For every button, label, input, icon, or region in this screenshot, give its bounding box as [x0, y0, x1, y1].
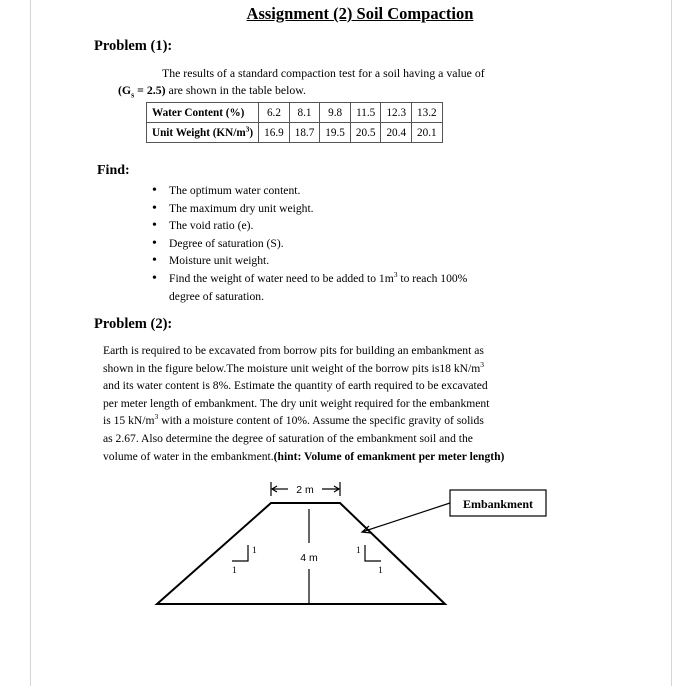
- problem2-line: and its water content is 8%. Estimate the quantity of earth required to be excavated: [103, 379, 488, 393]
- table-cell: 12.3: [381, 103, 412, 123]
- find-last-text-end: to reach 100%: [397, 271, 468, 285]
- table-cell: 18.7: [289, 123, 320, 143]
- top-width-label: 2 m: [296, 484, 314, 496]
- left-slope-horizontal: 1: [232, 566, 237, 576]
- table-cell: 19.5: [320, 123, 351, 143]
- callout-leader-line: [362, 503, 450, 532]
- problem2-line7-text: volume of water in the embankment.: [103, 449, 274, 463]
- table-cell: 8.1: [289, 103, 320, 123]
- find-last-text: Find the weight of water need to be added to 1m: [169, 271, 394, 285]
- problem2-line: Earth is required to be excavated from borrow pits for building an embankment as: [103, 344, 484, 357]
- problem2-line5-text: is 15 kN/m: [103, 414, 155, 428]
- problem2-line2-sup: 3: [480, 359, 485, 369]
- list-item: • The maximum dry unit weight.: [152, 200, 467, 218]
- gs-value: = 2.5): [134, 83, 166, 97]
- find-last-line2: degree of saturation.: [169, 289, 264, 303]
- problem2-line: per meter length of embankment. The dry unit weight required for the embankment: [103, 396, 490, 410]
- water-content-label: Water Content (%): [147, 103, 259, 123]
- table-cell: 13.2: [412, 103, 443, 123]
- table-cell: 20.1: [412, 123, 443, 143]
- left-slope-vertical: 1: [252, 546, 257, 556]
- problem2-hint: (hint: Volume of emankment per meter length): [273, 449, 505, 463]
- table-cell: 9.8: [320, 103, 351, 123]
- list-item: • The optimum water content.: [152, 182, 467, 200]
- unit-weight-label-end: ): [249, 126, 254, 139]
- problem1-intro-line1: The results of a standard compaction test for a soil having a value of: [162, 66, 485, 80]
- list-item: • The void ratio (e).: [152, 217, 467, 235]
- list-item: • Moisture unit weight.: [152, 252, 467, 270]
- problem2-heading: Problem (2):: [94, 316, 173, 332]
- list-item: • Degree of saturation (S).: [152, 235, 467, 253]
- right-slope-triangle: [365, 545, 381, 561]
- table-cell: 20.5: [350, 123, 381, 143]
- problem2-line: as 2.67. Also determine the degree of saturation of the embankment soil and the: [103, 431, 473, 445]
- problem2-line5-sup: 3: [154, 412, 159, 422]
- left-slope-triangle: [232, 545, 248, 561]
- gs-subscript: s: [131, 90, 135, 100]
- gs-symbol: (G: [118, 83, 132, 97]
- callout-label: Embankment: [462, 497, 534, 511]
- table-cell: 6.2: [259, 103, 290, 123]
- unit-weight-label-sup: 3: [245, 123, 250, 133]
- table-cell: 16.9: [259, 123, 290, 143]
- find-last-sup: 3: [393, 270, 398, 280]
- problem2-line5-text-end: with a moisture content of 10%. Assume the specific gravity of solids: [158, 414, 484, 428]
- table-cell: 20.4: [381, 123, 412, 143]
- table-cell: 11.5: [350, 103, 381, 123]
- right-slope-horizontal: 1: [378, 566, 383, 576]
- right-slope-vertical: 1: [356, 546, 361, 556]
- unit-weight-label-text: Unit Weight (KN/m: [152, 126, 246, 139]
- find-heading: Find:: [97, 163, 130, 178]
- height-label: 4 m: [300, 552, 318, 564]
- problem1-heading: Problem (1):: [94, 38, 173, 54]
- intro-line2-rest: are shown in the table below.: [165, 83, 306, 97]
- problem2-line2-text: shown in the figure below.The moisture unit weight of the borrow pits is18 kN/m: [103, 361, 481, 375]
- page-title: Assignment (2) Soil Compaction: [246, 4, 474, 23]
